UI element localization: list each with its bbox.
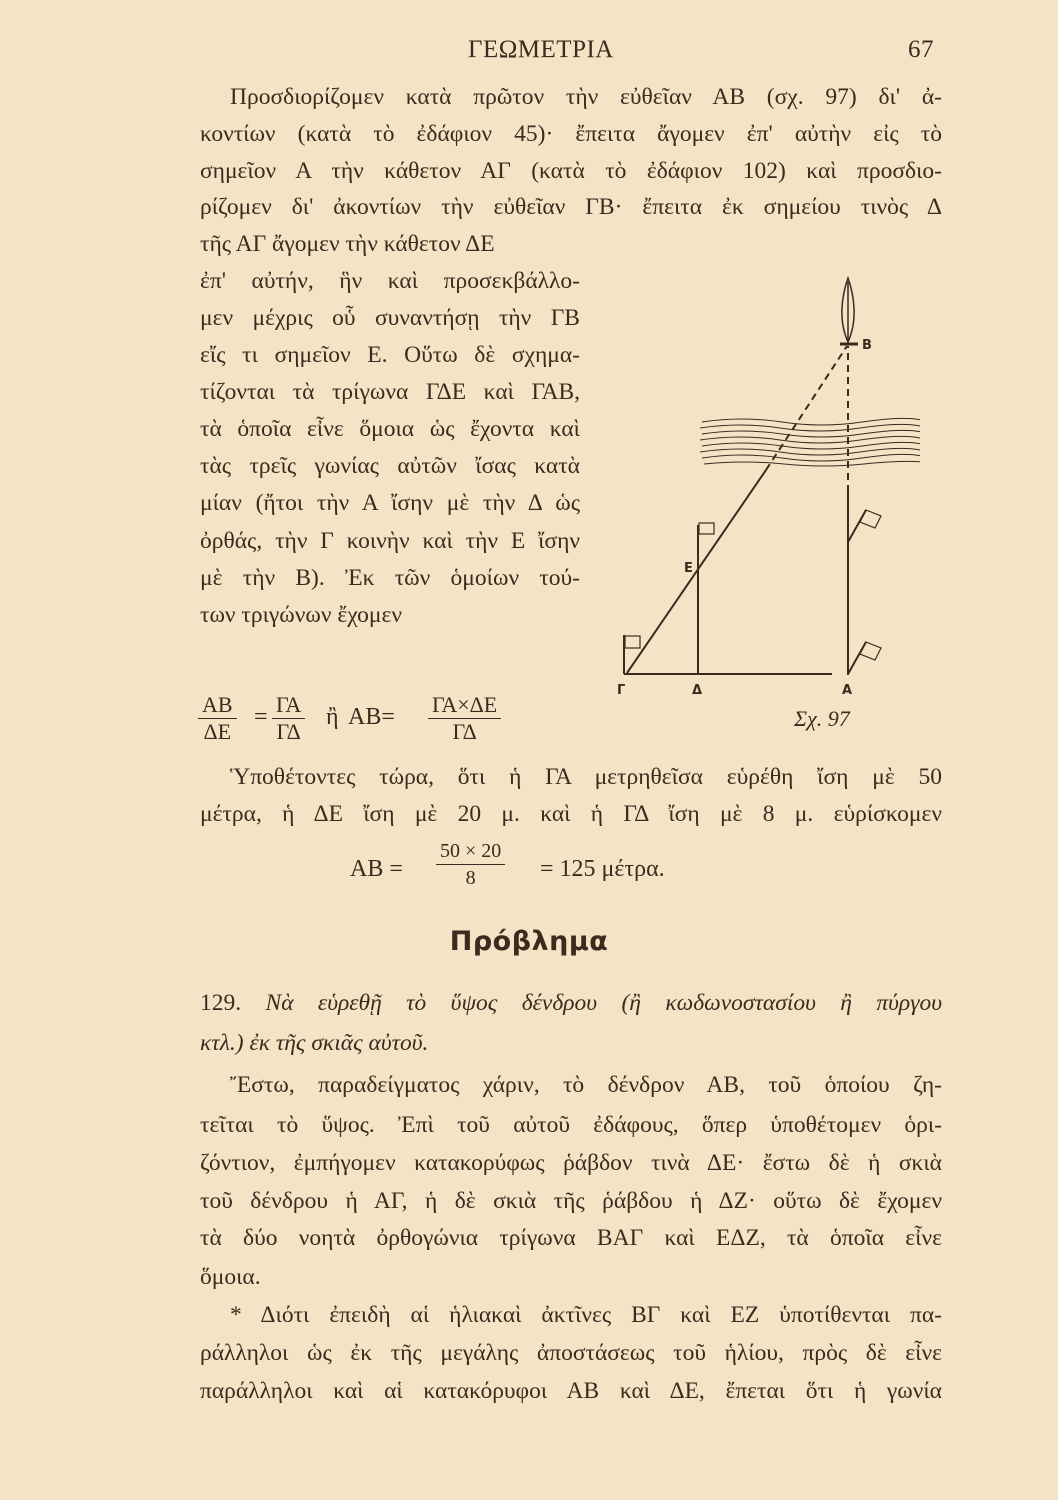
lhs: ΑΒ = — [350, 856, 403, 882]
text-line: Ἔστω, παραδείγματος χάριν, τὸ δένδρον ΑΒ, τοῦ ὁποίου ζη- — [230, 1072, 942, 1098]
text-line: τὰς τρεῖς γωνίας αὐτῶν ἴσας κατὰ — [200, 453, 580, 479]
text-line: τῆς ΑΓ ἄγομεν τὴν κάθετον ΔΕ — [200, 231, 495, 257]
numerator: ΑΒ — [198, 692, 237, 719]
numerator: ΓΑ — [272, 692, 305, 719]
text-line: εἴς τι σημεῖον Ε. Οὕτω δὲ σχημα- — [200, 342, 580, 368]
lhs: ΑΒ= — [348, 704, 395, 730]
problem-statement: Νὰ εὑρεθῇ τὸ ὕψος δένδρου (ἢ κωδωνοστασίου ἢ πύργου — [265, 990, 942, 1016]
point-label-delta: Δ — [692, 683, 703, 698]
figure-caption: Σχ. 97 — [794, 706, 850, 731]
text-line: ὀρθάς, τὴν Γ κοινὴν καὶ τὴν Ε ἴσην — [200, 528, 580, 554]
point-label-gamma: Γ — [617, 683, 626, 698]
text-line: τίζονται τὰ τρίγωνα ΓΔΕ καὶ ΓΑΒ, — [200, 379, 580, 405]
text-line: Προσδιορίζομεν κατὰ πρῶτον τὴν εὐθεῖαν ΑΒ (σχ. 97) δι' ἀ- — [230, 84, 942, 110]
text-line: * Διότι ἐπειδὴ αἱ ἡλιακαὶ ἀκτῖνες ΒΓ καὶ ΕΖ ὑποτίθενται πα- — [230, 1302, 942, 1328]
problem-number: 129. — [200, 990, 242, 1016]
page-number: 67 — [908, 36, 934, 63]
section-heading: Πρόβλημα — [449, 926, 609, 957]
or-word: ἢ — [326, 704, 339, 730]
text-line: παράλληλοι καὶ αἱ κατακόρυφοι ΑΒ καὶ ΔΕ, ἔπεται ὅτι ἡ γωνία — [200, 1378, 942, 1404]
text-line: μίαν (ἤτοι τὴν Α ἴσην μὲ τὴν Δ ὡς — [200, 490, 580, 516]
line-gb-solid — [627, 470, 766, 673]
denominator: 8 — [465, 867, 476, 889]
text-line: τεῖται τὸ ὕψος. Ἐπὶ τοῦ αὐτοῦ ἐδάφους, ὅπερ ὑποθέτομεν ὁρι- — [200, 1112, 942, 1138]
text-line: μὲ τὴν Β). Ἐκ τῶν ὁμοίων τού- — [200, 565, 580, 591]
point-label-a: Α — [842, 683, 853, 698]
text-line: κοντίων (κατὰ τὸ ἐδάφιον 45)· ἔπειτα ἄγομεν ἐπ' αὐτὴν εἰς τὸ — [200, 121, 942, 147]
text-line: των τριγώνων ἔχομεν — [200, 602, 402, 628]
problem-statement-line: κτλ.) ἐκ τῆς σκιᾶς αὐτοῦ. — [200, 1030, 429, 1056]
running-header: ΓΕΩΜΕΤΡΙΑ — [468, 36, 614, 63]
point-label-b: Β — [862, 338, 872, 353]
point-label-e: Ε — [684, 561, 693, 576]
text-line: τὰ ὁποῖα εἶνε ὅμοια ὡς ἔχοντα καὶ — [200, 416, 580, 442]
text-line: σημεῖον Α τὴν κάθετον ΑΓ (κατὰ τὸ ἐδάφιον 102) καὶ προσδιο- — [200, 158, 942, 184]
river — [700, 418, 920, 466]
rhs: = 125 μέτρα. — [540, 856, 665, 882]
denominator: ΓΔ — [452, 719, 477, 744]
text-line: ζόντιον, ἐμπήγομεν κατακορύφως ῥάβδον τινὰ ΔΕ· ἔστω δὲ ἡ σκιὰ — [200, 1150, 942, 1176]
text-line: τοῦ δένδρου ἡ ΑΓ, ἡ δὲ σκιὰ τῆς ῥάβδου ἡ ΔΖ· οὕτω δὲ ἔχομεν — [200, 1188, 942, 1214]
text-line: ράλληλοι ὡς ἐκ τῆς μεγάλης ἀποστάσεως τοῦ ἡλίου, πρὸς δὲ εἶνε — [200, 1340, 942, 1366]
text-line: τὰ δύο νοητὰ ὀρθογώνια τρίγωνα ΒΑΓ καὶ ΕΔΖ, τὰ ὁποῖα εἶνε — [200, 1225, 942, 1251]
denominator: ΔΕ — [203, 719, 232, 744]
numerator: 50 × 20 — [436, 838, 505, 865]
equals: = — [254, 704, 268, 730]
text-line: Ὑποθέτοντες τώρα, ὅτι ἡ ΓΑ μετρηθεῖσα εὑρέθη ἴση μὲ 50 — [230, 764, 942, 790]
text-line: ρίζομεν δι' ἀκοντίων τὴν εὐθεῖαν ΓΒ· ἔπειτα ἐκ σημείου τινὸς Δ — [200, 194, 942, 220]
denominator: ΓΔ — [276, 719, 301, 744]
numerator: ΓΑ×ΔΕ — [428, 692, 501, 719]
problem-statement-line — [200, 988, 942, 1018]
text-line: ἐπ' αὐτήν, ἣν καὶ προσεκβάλλο- — [200, 268, 580, 294]
tree-icon — [842, 278, 854, 342]
text-line: μεν μέχρις οὗ συναντήσῃ τὴν ΓΒ — [200, 305, 580, 331]
figure-97 — [590, 270, 920, 740]
text-line: μέτρα, ἡ ΔΕ ἴση μὲ 20 μ. καὶ ἡ ΓΔ ἴση μὲ 8 μ. εὑρίσκομεν — [200, 801, 942, 827]
text-line: ὅμοια. — [200, 1264, 261, 1290]
